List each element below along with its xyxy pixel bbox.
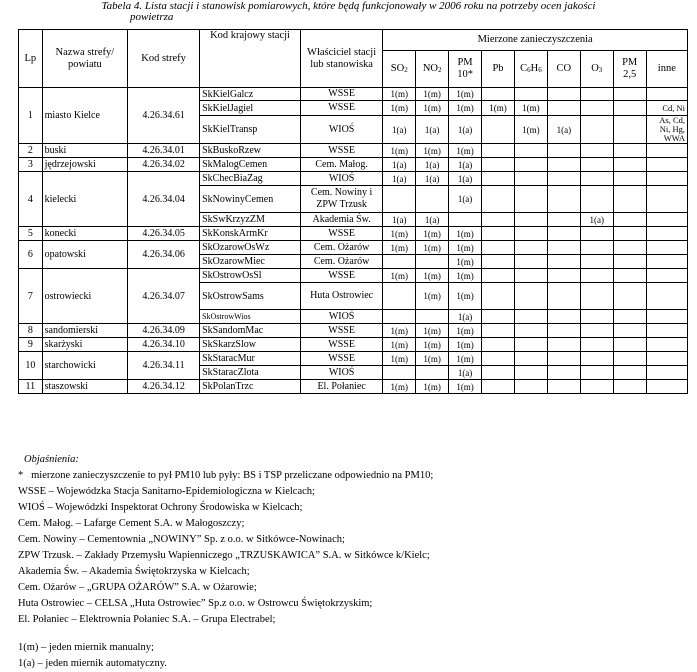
measurement-pm25 — [613, 241, 646, 255]
measurement-o3 — [580, 269, 613, 283]
measurement-inne — [646, 283, 687, 310]
explanations-list — [18, 468, 688, 628]
measurement-pm25 — [613, 158, 646, 172]
zone-code: 4.26.34.12 — [128, 380, 200, 394]
measurement-pb — [482, 241, 515, 255]
table-row — [19, 269, 688, 283]
zone-name: konecki — [42, 227, 127, 241]
measurement-co — [547, 172, 580, 186]
measurement-co — [547, 338, 580, 352]
measurement-o3 — [580, 352, 613, 366]
zone-code: 4.26.34.01 — [128, 144, 200, 158]
zone-lp: 7 — [19, 269, 43, 324]
measurement-c6h6 — [514, 213, 547, 227]
measurement-so2 — [383, 186, 416, 213]
legend-line: 1(a) – jeden miernik automatyczny. — [18, 658, 167, 669]
measurement-so2: 1(m) — [383, 101, 416, 116]
station-owner: WIOŚ — [300, 310, 382, 324]
measurement-co — [547, 380, 580, 394]
measurement-so2 — [383, 255, 416, 269]
station-owner: WSSE — [300, 324, 382, 338]
measurement-pm10: 1(m) — [449, 227, 482, 241]
header-kod-strefy: Kod strefy — [128, 30, 200, 88]
measurement-no2: 1(m) — [416, 380, 449, 394]
station-code: SkOzarowOsWz — [200, 241, 301, 255]
measurement-o3 — [580, 338, 613, 352]
measurement-pb — [482, 158, 515, 172]
measurement-so2: 1(a) — [383, 172, 416, 186]
measurement-inne — [646, 310, 687, 324]
zone-code: 4.26.34.61 — [128, 88, 200, 144]
zone-lp: 2 — [19, 144, 43, 158]
measurement-c6h6 — [514, 172, 547, 186]
header-c6h6: $C_6H_6$ — [514, 51, 547, 88]
legend-line: 1(m) – jeden miernik manualny; — [18, 642, 154, 653]
station-code: SkOstrowOsSl — [200, 269, 301, 283]
measurement-pm10: 1(m) — [449, 352, 482, 366]
measurement-c6h6 — [514, 338, 547, 352]
header-so2: $SO_2$ — [383, 51, 416, 88]
measurement-o3 — [580, 241, 613, 255]
measurement-inne: Cd, Ni — [646, 101, 687, 116]
zone-code: 4.26.34.04 — [128, 172, 200, 227]
measurement-o3: 1(a) — [580, 213, 613, 227]
table-caption — [0, 1, 697, 23]
measurement-no2: 1(m) — [416, 324, 449, 338]
zone-code: 4.26.34.10 — [128, 338, 200, 352]
measurement-c6h6 — [514, 283, 547, 310]
zone-code: 4.26.34.09 — [128, 324, 200, 338]
caption-line-1: Tabela 4. Lista stacji i stanowisk pomiarowych, które będą funkcjonowały w 2006 roku na potrzeby ocen jakości — [101, 0, 596, 12]
measurement-c6h6 — [514, 227, 547, 241]
measurement-inne — [646, 172, 687, 186]
station-owner: WIOŚ — [300, 172, 382, 186]
measurement-pm25 — [613, 227, 646, 241]
measurement-inne — [646, 255, 687, 269]
measurement-no2 — [416, 310, 449, 324]
explanation-line: * mierzone zanieczyszczenie to pył PM10 lub pyły: BS i TSP przeliczane odpowiednio na PM10; — [18, 470, 434, 481]
explanation-line: Huta Ostrowiec – CELSA „Huta Ostrowiec” Sp.z o.o. w Ostrowcu Świętokrzyskim; — [18, 598, 373, 609]
measurement-so2: 1(m) — [383, 338, 416, 352]
measurement-pm25 — [613, 283, 646, 310]
measurement-so2: 1(a) — [383, 116, 416, 144]
header-lp: Lp — [19, 30, 43, 88]
station-code: SkChecBiaZag — [200, 172, 301, 186]
measurement-pm25 — [613, 352, 646, 366]
measurement-no2: 1(m) — [416, 352, 449, 366]
measurement-pm10: 1(m) — [449, 338, 482, 352]
measurement-co — [547, 255, 580, 269]
zone-name: ostrowiecki — [42, 269, 127, 324]
measurement-o3 — [580, 366, 613, 380]
measurement-pm25 — [613, 101, 646, 116]
measurement-no2: 1(a) — [416, 213, 449, 227]
measurement-no2: 1(m) — [416, 269, 449, 283]
measurement-inne — [646, 269, 687, 283]
zone-lp: 6 — [19, 241, 43, 269]
measurement-pm25 — [613, 172, 646, 186]
station-code: SkPolanTrzc — [200, 380, 301, 394]
table-row — [19, 380, 688, 394]
measurement-o3 — [580, 186, 613, 213]
station-owner: Huta Ostrowiec — [300, 283, 382, 310]
station-owner: Cem. Ożarów — [300, 241, 382, 255]
header-pm25: PM 2,5 — [613, 51, 646, 88]
zone-lp: 9 — [19, 338, 43, 352]
explanation-line: ZPW Trzusk. – Zakłady Przemysłu Wapienniczego „TRZUSKAWICA” S.A. w Sitkówce k/Kielc; — [18, 550, 430, 561]
measurement-pm10: 1(m) — [449, 144, 482, 158]
explanation-line: Cem. Nowiny – Cementownia „NOWINY” Sp. z o.o. w Sitkówce-Nowinach; — [18, 534, 345, 545]
measurement-pm10: 1(a) — [449, 172, 482, 186]
measurement-no2: 1(m) — [416, 101, 449, 116]
measurement-pb — [482, 172, 515, 186]
station-owner: Akademia Św. — [300, 213, 382, 227]
explanation-line: WIOŚ – Wojewódzki Inspektorat Ochrony Środowiska w Kielcach; — [18, 502, 303, 513]
measurement-co — [547, 88, 580, 101]
measurement-pm10: 1(a) — [449, 116, 482, 144]
measurement-pm25 — [613, 213, 646, 227]
measurement-inne — [646, 88, 687, 101]
station-owner: Cem. Nowiny i ZPW Trzusk — [300, 186, 382, 213]
measurement-pm10: 1(m) — [449, 255, 482, 269]
measurement-inne — [646, 324, 687, 338]
zone-name: miasto Kielce — [42, 88, 127, 144]
station-owner: WIOŚ — [300, 366, 382, 380]
measurement-pm10: 1(a) — [449, 158, 482, 172]
station-owner: WSSE — [300, 269, 382, 283]
zone-lp: 5 — [19, 227, 43, 241]
measurement-c6h6 — [514, 241, 547, 255]
station-code: SkKielGalcz — [200, 88, 301, 101]
measurement-co — [547, 366, 580, 380]
measurement-o3 — [580, 101, 613, 116]
station-owner: El. Połaniec — [300, 380, 382, 394]
header-nazwa: Nazwa strefy/ powiatu — [42, 30, 127, 88]
measurement-no2: 1(a) — [416, 158, 449, 172]
measurement-no2: 1(m) — [416, 227, 449, 241]
station-code: SkMalogCemen — [200, 158, 301, 172]
measurement-pm25 — [613, 380, 646, 394]
measurement-pb — [482, 324, 515, 338]
explanation-line: Cem. Ożarów – „GRUPA OŻARÓW” S.A. w Ożarowie; — [18, 582, 257, 593]
measurement-c6h6 — [514, 366, 547, 380]
zone-name: starchowicki — [42, 352, 127, 380]
measurement-co — [547, 227, 580, 241]
zone-name: jędrzejowski — [42, 158, 127, 172]
measurement-inne — [646, 366, 687, 380]
measurement-pm25 — [613, 116, 646, 144]
zone-name: sandomierski — [42, 324, 127, 338]
zone-lp: 10 — [19, 352, 43, 380]
measurement-inne — [646, 158, 687, 172]
measurement-so2 — [383, 310, 416, 324]
measurement-o3 — [580, 310, 613, 324]
measurement-o3 — [580, 144, 613, 158]
zone-code: 4.26.34.11 — [128, 352, 200, 380]
explanation-line: El. Połaniec – Elektrownia Połaniec S.A. – Grupa Electrabel; — [18, 614, 276, 625]
header-inne: inne — [646, 51, 687, 88]
measurement-co — [547, 352, 580, 366]
zone-name: staszowski — [42, 380, 127, 394]
measurement-pm25 — [613, 144, 646, 158]
caption-line-2: powietrza — [130, 11, 174, 23]
measurement-pb — [482, 213, 515, 227]
legend-list — [18, 640, 688, 672]
station-owner: WIOŚ — [300, 116, 382, 144]
measurement-co: 1(a) — [547, 116, 580, 144]
measurement-co — [547, 144, 580, 158]
measurement-pb — [482, 186, 515, 213]
measurement-no2 — [416, 186, 449, 213]
zone-name: kielecki — [42, 172, 127, 227]
measurement-so2: 1(m) — [383, 352, 416, 366]
station-code: SkKielTransp — [200, 116, 301, 144]
station-code: SkOzarowMiec — [200, 255, 301, 269]
table-row — [19, 324, 688, 338]
measurement-c6h6 — [514, 310, 547, 324]
measurement-pm25 — [613, 255, 646, 269]
measurement-pm10: 1(m) — [449, 269, 482, 283]
table-row — [19, 172, 688, 186]
header-mierzone: Mierzone zanieczyszczenia — [383, 30, 688, 51]
measurement-no2: 1(m) — [416, 144, 449, 158]
zone-lp: 1 — [19, 88, 43, 144]
table-row — [19, 227, 688, 241]
measurement-c6h6 — [514, 88, 547, 101]
header-o3: $O_3$ — [580, 51, 613, 88]
table-row — [19, 144, 688, 158]
station-code: SkKonskArmKr — [200, 227, 301, 241]
zone-lp: 11 — [19, 380, 43, 394]
measurement-pm10: 1(a) — [449, 310, 482, 324]
station-code: SkOstrowWios — [200, 310, 301, 324]
measurement-co — [547, 283, 580, 310]
station-code: SkStaracMur — [200, 352, 301, 366]
measurement-co — [547, 324, 580, 338]
header-no2: $NO_2$ — [416, 51, 449, 88]
measurement-o3 — [580, 380, 613, 394]
measurement-so2 — [383, 366, 416, 380]
measurement-pm25 — [613, 310, 646, 324]
measurement-pm10: 1(a) — [449, 186, 482, 213]
measurement-no2 — [416, 366, 449, 380]
table-row — [19, 158, 688, 172]
measurement-no2: 1(m) — [416, 241, 449, 255]
zone-name: buski — [42, 144, 127, 158]
zone-name: opatowski — [42, 241, 127, 269]
explanation-line: WSSE – Wojewódzka Stacja Sanitarno-Epidemiologiczna w Kielcach; — [18, 486, 315, 497]
measurement-pb — [482, 310, 515, 324]
station-owner: WSSE — [300, 338, 382, 352]
measurement-pm10 — [449, 213, 482, 227]
measurement-pb — [482, 366, 515, 380]
measurement-co — [547, 241, 580, 255]
explanations — [18, 452, 688, 672]
measurement-pb — [482, 338, 515, 352]
station-owner: WSSE — [300, 352, 382, 366]
measurement-pb — [482, 283, 515, 310]
station-code: SkSwKrzyzZM — [200, 213, 301, 227]
measurement-o3 — [580, 116, 613, 144]
table-row — [19, 88, 688, 101]
measurement-inne — [646, 241, 687, 255]
measurement-co — [547, 213, 580, 227]
measurement-so2: 1(m) — [383, 88, 416, 101]
measurement-no2: 1(m) — [416, 88, 449, 101]
measurement-no2: 1(a) — [416, 172, 449, 186]
measurement-inne — [646, 380, 687, 394]
explanations-heading: Objaśnienia: — [24, 454, 79, 465]
measurement-pm25 — [613, 366, 646, 380]
zone-lp: 8 — [19, 324, 43, 338]
station-owner: Cem. Ożarów — [300, 255, 382, 269]
measurement-so2: 1(m) — [383, 324, 416, 338]
measurement-so2: 1(m) — [383, 380, 416, 394]
measurement-co — [547, 310, 580, 324]
measurement-pm25 — [613, 88, 646, 101]
measurement-pb: 1(m) — [482, 101, 515, 116]
zone-lp: 4 — [19, 172, 43, 227]
measurement-so2: 1(m) — [383, 144, 416, 158]
measurement-inne — [646, 227, 687, 241]
measurement-c6h6 — [514, 352, 547, 366]
station-owner: WSSE — [300, 101, 382, 116]
measurement-co — [547, 158, 580, 172]
measurement-inne — [646, 352, 687, 366]
station-code: SkSkarzSlow — [200, 338, 301, 352]
measurement-inne — [646, 144, 687, 158]
table-row — [19, 352, 688, 366]
measurement-inne — [646, 186, 687, 213]
measurement-so2: 1(m) — [383, 227, 416, 241]
header-wlasciciel: Właściciel stacji lub stanowiska — [300, 30, 382, 88]
measurement-pm10: 1(m) — [449, 324, 482, 338]
measurement-so2: 1(a) — [383, 158, 416, 172]
zone-code: 4.26.34.05 — [128, 227, 200, 241]
measurement-c6h6: 1(m) — [514, 116, 547, 144]
measurement-pb — [482, 380, 515, 394]
stations-table-body — [19, 88, 688, 394]
station-owner: WSSE — [300, 144, 382, 158]
measurement-pm25 — [613, 324, 646, 338]
explanation-line: Cem. Małog. – Lafarge Cement S.A. w Małogoszczy; — [18, 518, 245, 529]
measurement-pm25 — [613, 269, 646, 283]
measurement-o3 — [580, 88, 613, 101]
zone-code: 4.26.34.02 — [128, 158, 200, 172]
measurement-c6h6 — [514, 269, 547, 283]
station-owner: WSSE — [300, 88, 382, 101]
measurement-pb — [482, 144, 515, 158]
measurement-pm10: 1(m) — [449, 380, 482, 394]
measurement-o3 — [580, 324, 613, 338]
station-code: SkNowinyCemen — [200, 186, 301, 213]
zone-code: 4.26.34.06 — [128, 241, 200, 269]
measurement-c6h6 — [514, 324, 547, 338]
measurement-pm10: 1(m) — [449, 241, 482, 255]
station-code: SkSandomMac — [200, 324, 301, 338]
measurement-pm25 — [613, 186, 646, 213]
measurement-c6h6: 1(m) — [514, 101, 547, 116]
measurement-c6h6 — [514, 380, 547, 394]
zone-name: skarżyski — [42, 338, 127, 352]
measurement-so2: 1(m) — [383, 269, 416, 283]
header-pb: Pb — [482, 51, 515, 88]
explanation-line: Akademia Św. – Akademia Świętokrzyska w Kielcach; — [18, 566, 250, 577]
measurement-pb — [482, 88, 515, 101]
measurement-c6h6 — [514, 144, 547, 158]
measurement-pm10: 1(a) — [449, 366, 482, 380]
measurement-o3 — [580, 158, 613, 172]
measurement-inne — [646, 338, 687, 352]
measurement-no2: 1(a) — [416, 116, 449, 144]
station-code: SkKielJagiel — [200, 101, 301, 116]
zone-lp: 3 — [19, 158, 43, 172]
measurement-co — [547, 186, 580, 213]
measurement-pb — [482, 255, 515, 269]
measurement-pb — [482, 352, 515, 366]
measurement-pm25 — [613, 338, 646, 352]
station-code: SkStaracZlota — [200, 366, 301, 380]
measurement-co — [547, 269, 580, 283]
measurement-so2: 1(m) — [383, 241, 416, 255]
measurement-no2 — [416, 255, 449, 269]
header-co: CO — [547, 51, 580, 88]
measurement-o3 — [580, 227, 613, 241]
header-pm10: PM 10* — [449, 51, 482, 88]
table-row — [19, 241, 688, 255]
measurement-so2 — [383, 283, 416, 310]
table-row — [19, 338, 688, 352]
measurement-pm10: 1(m) — [449, 101, 482, 116]
measurement-pb — [482, 269, 515, 283]
measurement-pm10: 1(m) — [449, 283, 482, 310]
measurement-pm10: 1(m) — [449, 88, 482, 101]
station-code: SkOstrowSams — [200, 283, 301, 310]
zone-code: 4.26.34.07 — [128, 269, 200, 324]
measurement-inne: As, Cd, Ni, Hg, WWA — [646, 116, 687, 144]
measurement-no2: 1(m) — [416, 283, 449, 310]
measurement-so2: 1(a) — [383, 213, 416, 227]
stations-table — [18, 29, 688, 394]
measurement-co — [547, 101, 580, 116]
station-owner: Cem. Małog. — [300, 158, 382, 172]
measurement-pb — [482, 227, 515, 241]
station-owner: WSSE — [300, 227, 382, 241]
measurement-o3 — [580, 283, 613, 310]
header-kod-stacji: Kod krajowy stacji — [200, 30, 301, 88]
measurement-inne — [646, 213, 687, 227]
measurement-c6h6 — [514, 255, 547, 269]
measurement-o3 — [580, 255, 613, 269]
measurement-pb — [482, 116, 515, 144]
station-code: SkBuskoRzew — [200, 144, 301, 158]
measurement-c6h6 — [514, 186, 547, 213]
measurement-c6h6 — [514, 158, 547, 172]
measurement-o3 — [580, 172, 613, 186]
measurement-no2: 1(m) — [416, 338, 449, 352]
